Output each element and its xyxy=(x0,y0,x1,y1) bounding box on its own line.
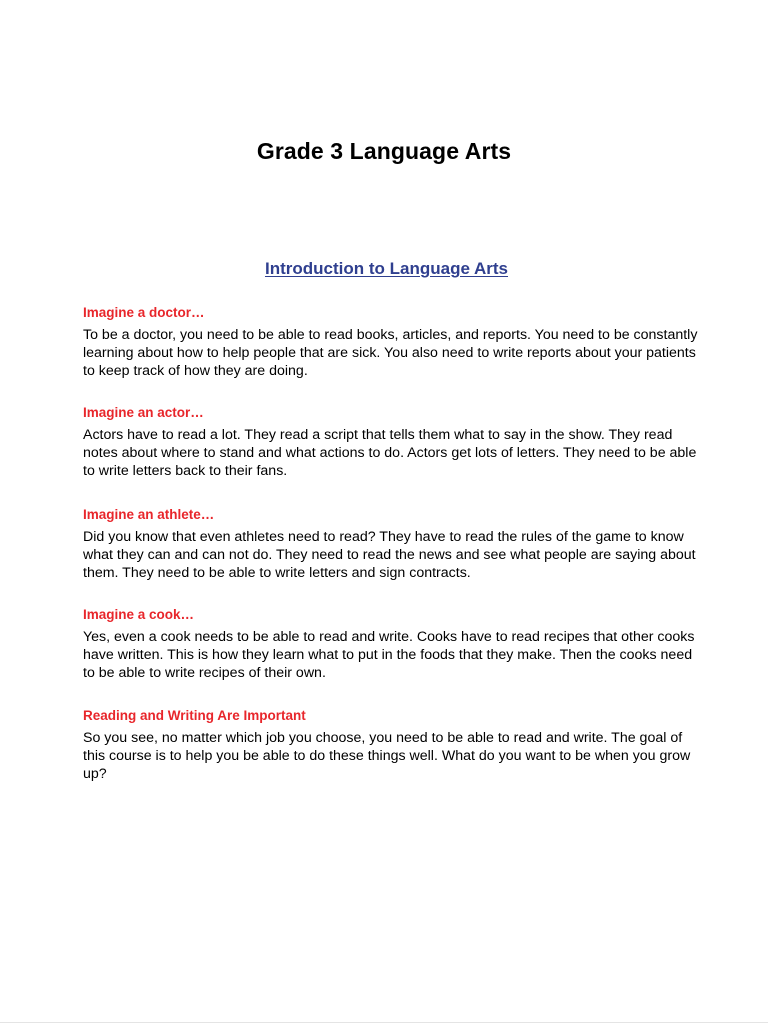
section-heading: Imagine an athlete… xyxy=(83,507,215,522)
page-title: Grade 3 Language Arts xyxy=(256,138,512,164)
section-reading-writing xyxy=(83,707,703,783)
page-subtitle: Introduction to Language Arts xyxy=(264,259,509,278)
page-bottom-divider xyxy=(0,1022,768,1023)
section-body: To be a doctor, you need to be able to read books, articles, and reports. You need to be constantly learning about how to help people that are sick. You also need to write reports about your patients to keep track of how they are doing. xyxy=(83,327,698,379)
section-athlete xyxy=(83,506,703,582)
section-cook xyxy=(83,606,703,682)
section-body: Actors have to read a lot. They read a script that tells them what to say in the show. They read notes about where to stand and what actions to do. Actors get lots of letters. They need to be able to write letters back to their fans. xyxy=(83,427,697,479)
section-doctor xyxy=(83,304,703,380)
section-body: Yes, even a cook needs to be able to read and write. Cooks have to read recipes that other cooks have written. This is how they learn what to put in the foods that they make. Then the cooks need to be able to write recipes of their own. xyxy=(83,629,695,681)
section-body: So you see, no matter which job you choose, you need to be able to read and write. The goal of this course is to help you be able to do these things well. What do you want to be when you grow up? xyxy=(83,730,691,782)
section-heading: Reading and Writing Are Important xyxy=(83,708,306,723)
section-actor xyxy=(83,404,703,480)
section-body: Did you know that even athletes need to read? They have to read the rules of the game to know what they can and can not do. They need to read the news and see what people are saying about them. They need to be able to write letters and sign contracts. xyxy=(83,529,696,581)
section-heading: Imagine a doctor… xyxy=(83,305,205,320)
section-heading: Imagine a cook… xyxy=(83,607,195,622)
section-heading: Imagine an actor… xyxy=(83,405,204,420)
